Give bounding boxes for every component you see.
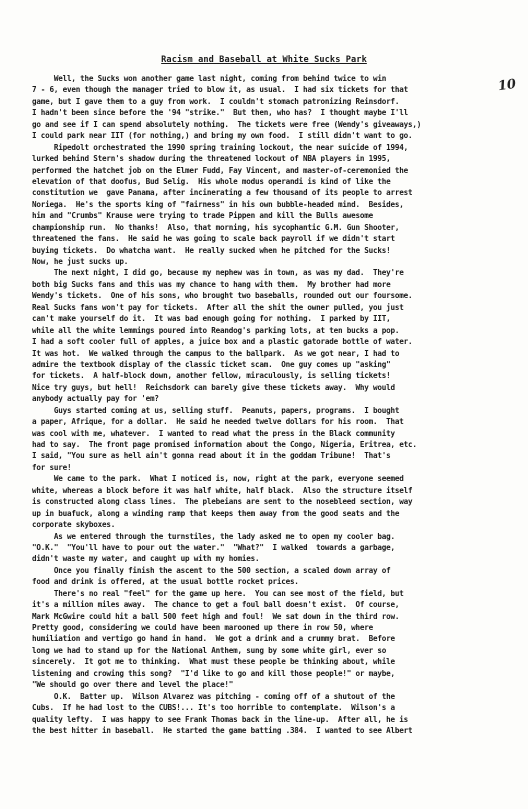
body-line: had to say. The front page promised information about the Congo, Nigeria, Eritrea, etc. [32, 440, 417, 449]
body-line: As we entered through the turnstiles, the lady asked me to open my cooler bag. [32, 531, 395, 541]
body-line: listening and crowing this song? "I'd like to go and kill those people!" or maybe, [32, 668, 395, 678]
body-line: I hadn't been since before the '94 "strike." But then, who has? I thought maybe I'll [32, 108, 408, 118]
body-line: Once you finally finish the ascent to the 500 section, a scaled down array of [32, 565, 391, 575]
body-line: Noriega. He's the sports king of "fairness" in his own bubble-headed mind. Besides, [32, 199, 404, 209]
body-line: while all the white lemmings poured into Reandog's parking lots, at ten bucks a pop. [32, 325, 400, 335]
body-line: Pretty good, considering we could have been marooned up there in row 50, where [32, 623, 374, 632]
body-line: I could park near IIT (for nothing,) and bring my own food. I still didn't want to go. [32, 131, 413, 141]
body-line: "We should go over there and level the place!" [32, 680, 234, 690]
body-line: Cubs. If he had lost to the CUBS!... It's too horrible to contemplate. Wilson's a [32, 703, 395, 713]
body-line: championship run. No thanks! Also, that morning, his sycophantic G.M. Gun Shooter, [32, 222, 400, 232]
body-line: admire the textbook display of the classic ticket scam. One guy comes up "asking" [32, 359, 391, 369]
body-line: white, whereas a block before it was half white, half black. Also the structure itself [32, 485, 413, 495]
body-line: game, but I gave them to a guy from work. I couldn't stomach patronizing Reinsdorf. [32, 96, 400, 106]
body-line: Real Sucks fans won't pay for tickets. After all the shit the owner pulled, you just [32, 302, 404, 312]
document-body [32, 73, 502, 736]
body-line: him and "Crumbs" Krause were trying to trade Pippen and kill the Bulls awesome [32, 211, 374, 221]
body-line: quality lefty. I was happy to see Frank Thomas back in the line-up. After all, he is [32, 714, 408, 724]
body-line: O.K. Batter up. Wilson Alvarez was pitching - coming off of a shutout of the [32, 691, 395, 701]
body-line: a paper, Afrique, for a dollar. He said he needed twelve dollars for his room. That [32, 417, 404, 427]
body-line: humiliation and vertigo go hand in hand. We got a drink and a crummy brat. Before [32, 634, 395, 644]
document-title: Racism and Baseball at White Sucks Park [161, 55, 367, 65]
body-line: We came to the park. What I noticed is, now, right at the park, everyone seemed [32, 474, 404, 484]
body-line: Nice try guys, but hell! Reichsdork can barely give these tickets away. Why would [32, 382, 395, 392]
body-line: Well, the Sucks won another game last night, coming from behind twice to win [32, 74, 387, 83]
body-line: elevation of that doofus, Bud Selig. His whole modus operandi is kind of like the [32, 176, 391, 186]
body-line: There's no real "feel" for the game up here. You can see most of the field, but [32, 588, 404, 598]
handwritten-page-number: 10 [497, 76, 518, 95]
body-line: it's a million miles away. The chance to get a foul ball doesn't exist. Of course, [32, 600, 400, 610]
body-line: was cool with me, whatever. I wanted to read what the press in the Black community [32, 428, 395, 438]
body-line: 7 - 6, even though the manager tried to blow it, as usual. I had six tickets for that [32, 85, 408, 95]
body-line: is constructed along class lines. The plebeians are sent to the nosebleed section, way [32, 497, 413, 507]
body-line: Guys started coming at us, selling stuff. Peanuts, papers, programs. I bought [32, 405, 400, 415]
body-line: It was hot. We walked through the campus to the ballpark. As we got near, I had to [32, 348, 400, 358]
body-line: The next night, I did go, because my nephew was in town, as was my dad. They're [32, 268, 404, 278]
body-line: buying tickets. Do whatcha want. He really sucked when he pitched for the Sucks! [32, 245, 391, 255]
body-line: corporate skyboxes. [32, 520, 116, 530]
body-line: Ripedolt orchestrated the 1990 spring training lockout, the near suicide of 1994, [32, 142, 408, 152]
body-line: Wendy's tickets. One of his sons, who brought two baseballs, rounded out our foursome. [32, 291, 413, 301]
body-line: the best hitter in baseball. He started the game batting .384. I wanted to see Albert [32, 725, 413, 735]
body-line: food and drink is offered, at the usual bottle rocket prices. [32, 577, 299, 587]
body-line: go and see if I can spend absolutely nothing. The tickets were free (Wendy's giveaways,) [32, 119, 422, 129]
body-line: threatened the fans. He said he was going to scale back payroll if we didn't start [32, 234, 395, 244]
body-line: "O.K." "You'll have to pour out the water." "What?" I walked towards a garbage, [32, 542, 395, 552]
body-line: I had a soft cooler full of apples, a juice box and a plastic gatorade bottle of water. [32, 337, 413, 347]
body-line: didn't waste my water, and caught up with my homies. [32, 554, 260, 564]
body-line: long we had to stand up for the National Anthem, sung by some white girl, ever so [32, 645, 387, 655]
body-line: constitution we gave Panama, after incinerating a few thousand of its people to arrest [32, 188, 413, 198]
body-line: for tickets. A half-block down, another fellow, miraculously, is selling tickets! [32, 371, 391, 381]
body-line: performed the hatchet job on the Elmer Fudd, Fay Vincent, and master-of-ceremonied the [32, 165, 408, 175]
body-line: sincerely. It got me to thinking. What must these people be thinking about, while [32, 657, 395, 667]
body-line: up in buafuck, along a winding ramp that keeps them away from the good seats and the [32, 508, 400, 518]
body-line: can't make yourself do it. It was bad enough going for nothing. I parked by IIT, [32, 314, 391, 324]
body-line: lurked behind Stern's shadow during the threatened lockout of NBA players in 1995, [32, 154, 391, 164]
body-line: Mark McGwire could hit a ball 500 feet high and foul! We sat down in the third row. [32, 611, 400, 621]
body-line: both big Sucks fans and this was my chance to hang with them. My brother had more [32, 279, 391, 289]
body-line: anybody actually pay for 'em? [32, 394, 159, 404]
body-line: I said, "You sure as hell ain't gonna read about it in the goddam Tribune! That's [32, 451, 391, 461]
body-line: for sure! [32, 462, 72, 472]
body-line: Now, he just sucks up. [32, 257, 129, 266]
